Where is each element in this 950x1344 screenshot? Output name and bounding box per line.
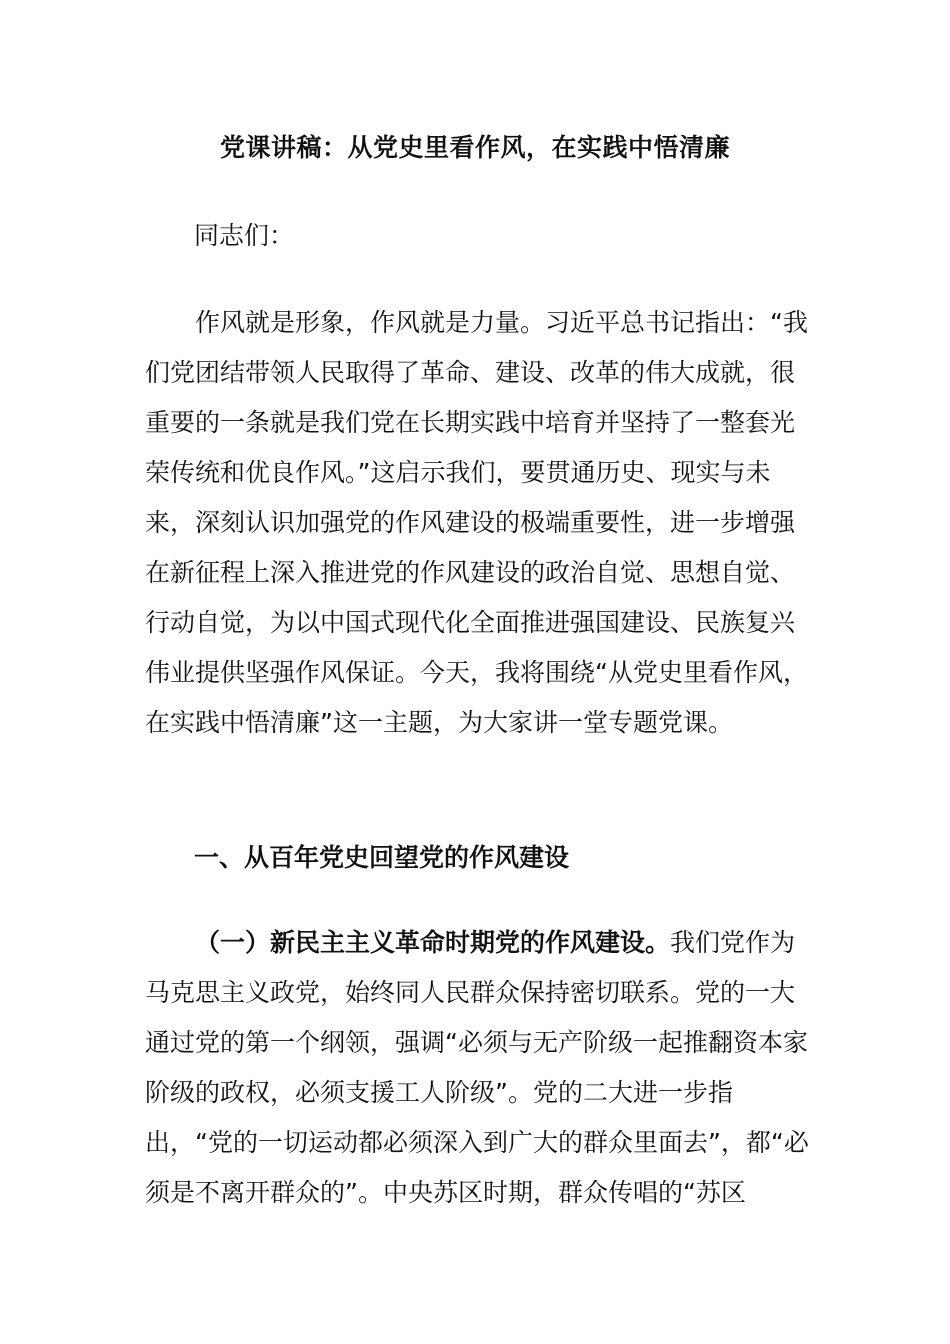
document-title: 党课讲稿：从党史里看作风，在实践中悟清廉: [219, 133, 730, 162]
greeting: 同志们：: [194, 221, 295, 250]
section-heading: 一、从百年党史回望党的作风建设: [194, 843, 570, 872]
subsection-paragraph: [145, 918, 815, 1218]
subsection-lead: （一）新民主主义革命时期党的作风建设。: [195, 928, 671, 957]
intro-paragraph: 作风就是形象，作风就是力量。习近平总书记指出：“我们党团结带领人民取得了革命、建设、改革的伟大成就，很重要的一条就是我们党在长期实践中培育并坚持了一整套光荣传统和优良作风。”这启示我们，要贯通历史、现实与未来，深刻认识加强党的作风建设的极端重要性，进一步增强在新征程上深入推进党的作风建设的政治自觉、思想自觉、行动自觉，为以中国式现代化全面推进强国建设、民族复兴伟业提供坚强作风保证。今天，我将围绕“从党史里看作风，在实践中悟清廉”这一主题，为大家讲一堂专题党课。: [145, 308, 808, 737]
subsection-text: 我们党作为马克思主义政党，始终同人民群众保持密切联系。党的一大通过党的第一个纲领，强调“必须与无产阶级一起推翻资本家阶级的政权，必须支援工人阶级”。党的二大进一步指出，“党的一切运动都必须深入到广大的群众里面去”，都“必须是不离开群众的”。中央苏区时期，群众传唱的“苏区: [145, 928, 809, 1207]
